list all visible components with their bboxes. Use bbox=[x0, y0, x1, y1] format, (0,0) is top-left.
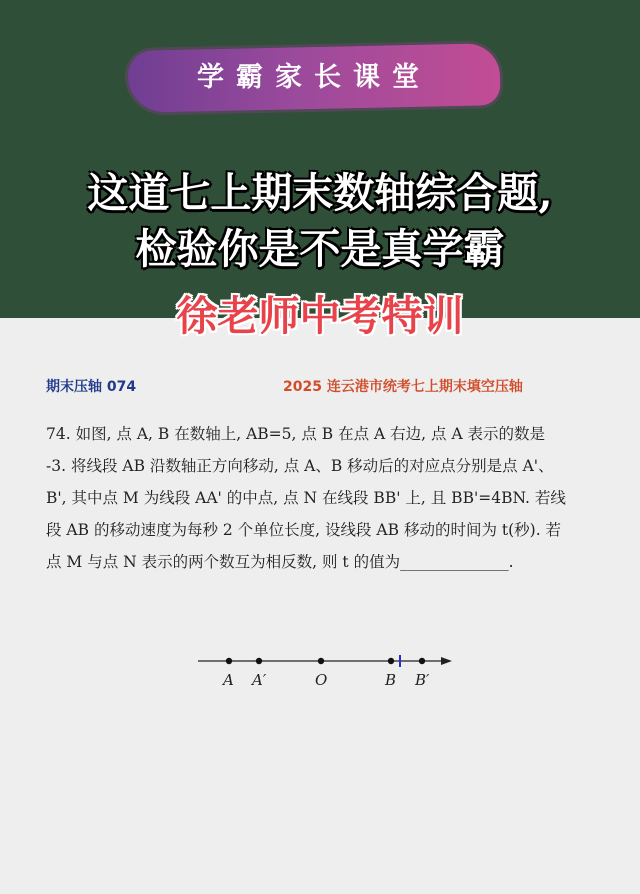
problem-line: B', 其中点 M 为线段 AA' 的中点, 点 N 在线段 BB' 上, 且 BB'=4BN. 若线 bbox=[46, 489, 566, 507]
headline-line-2: 检验你是不是真学霸 bbox=[135, 225, 505, 273]
point-b-prime-dot bbox=[419, 658, 425, 664]
point-a-dot bbox=[226, 658, 232, 664]
problem-tag-left: 期末压轴 074 bbox=[46, 379, 137, 395]
point-a-prime-dot bbox=[256, 658, 262, 664]
problem-text bbox=[46, 418, 602, 578]
subtitle: 徐老师中考特训 bbox=[176, 292, 464, 340]
label-b: B bbox=[385, 671, 397, 689]
number-line-figure bbox=[190, 645, 460, 690]
label-a-prime: A′ bbox=[252, 671, 267, 689]
problem-line: 段 AB 的移动速度为每秒 2 个单位长度, 设线段 AB 移动的时间为 t(秒). 若 bbox=[46, 521, 562, 539]
label-a: A bbox=[223, 671, 234, 689]
brand-title: 学霸家长课堂 bbox=[197, 62, 431, 93]
point-o-dot bbox=[318, 658, 324, 664]
axis-arrow-icon bbox=[441, 657, 452, 665]
point-b-dot bbox=[388, 658, 394, 664]
problem-line: 74. 如图, 点 A, B 在数轴上, AB=5, 点 B 在点 A 右边, 点 A 表示的数是 bbox=[46, 425, 546, 443]
problem-line: -3. 将线段 AB 沿数轴正方向移动, 点 A、B 移动后的对应点分别是点 A'、 bbox=[46, 457, 554, 475]
label-o: O bbox=[315, 671, 328, 689]
problem-tag-right: 2025 连云港市统考七上期末填空压轴 bbox=[283, 379, 523, 395]
problem-line: 点 M 与点 N 表示的两个数互为相反数, 则 t 的值为______________. bbox=[46, 553, 514, 571]
number-line-svg bbox=[190, 645, 460, 690]
headline-line-1: 这道七上期末数轴综合题, bbox=[87, 169, 553, 217]
label-b-prime: B′ bbox=[415, 671, 430, 689]
